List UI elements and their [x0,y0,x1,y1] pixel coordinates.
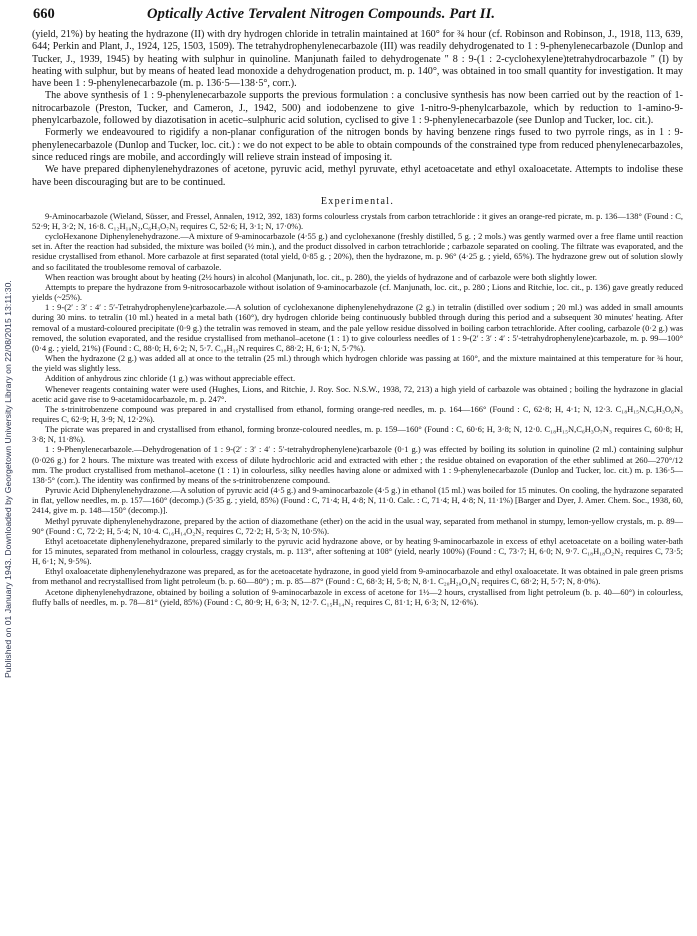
paragraph: 9-Aminocarbazole (Wieland, Süsser, and Fressel, Annalen, 1912, 392, 183) forms colourless crystals from carbon tetrachloride : it gives an orange-red picrate, m. p. 136—138° (Found : C, 52·9; H, 3·2; N, 16·8. C₁₂H₁₀N₂,C₆H₃O₇N₃ requires C, 52·6; H, 3·1; N, 17·0%). [32,210,683,232]
paragraph: We have prepared diphenylenehydrazones of acetone, pyruvic acid, methyl pyruvate, ethyl acetoacetate and ethyl oxaloacetate. Attempts to indolise these have been discouraging but are to be continued. [32,164,683,188]
paragraph: Ethyl oxaloacetate diphenylenehydrazone was prepared, as for the acetoacetate hydrazone, in good yield from 9-aminocarbazole and ethyl oxaloacetate. It was obtained in pale green prisms from methanol and recrystallised from light petroleum (b. p. 60—80°) ; m. p. 85—87° (Found : C, 68·3; H, 5·8; N, 8·1. C₂₀H₂₀O₄N₂ requires C, 68·2; H, 5·7; N, 8·0%). [32,566,683,587]
paragraph: 1 : 9-Phenylenecarbazole.—Dehydrogenation of 1 : 9-(2′ : 3′ : 4′ : 5′-tetrahydrophenylene)carbazole (0·1 g.) was effected by boiling its solution in quinoline (2 ml.) containing sulphur (0·026 g.) for 2 hours. The mixture was treated with excess of dilute hydrochloric acid and extracted with ether ; the residue obtained on evaporation of the ether sublimed at 260—270°/12 mm. The product crystallised from methanol–acetone (1 : 1) in colourless, silky needles having alone or admixed with 1 : 9-phenylenecarbazole (Dunlop and Tucker, loc. cit.) m. p. 136·5—138·5° (corr.). The identity was confirmed by means of the s-trinitrobenzene compound. [32,444,683,485]
paragraph: The picrate was prepared in and crystallised from ethanol, forming bronze-coloured needles, m. p. 159—160° (Found : C, 60·6; H, 3·8; N, 12·0. C₁₈H₁₅N,C₆H₃O₇N₃ requires C, 60·8; H, 3·8; N, 11·8%). [32,424,683,445]
paragraph: Attempts to prepare the hydrazone from 9-nitrosocarbazole without isolation of 9-aminocarbazole (cf. Manjunath, loc. cit., p. 280 ; Lions and Ritchie, loc. cit., p. 136) gave greatly reduced yields (~25%). [32,281,683,303]
paragraph: Acetone diphenylenehydrazone, obtained by boiling a solution of 9-aminocarbazole in excess of acetone for 1½—2 hours, crystallised from light petroleum (b. p. 40—60°) in colourless, fluffy balls of needles, m. p. 78—81° (yield, 85%) (Found : C, 80·9; H, 6·3; N, 12·7. C₁₅H₁₄N₂ requires C, 81·1; H, 6·3; N, 12·6%). [32,586,683,607]
paragraph: Pyruvic Acid Diphenylenehydrazone.—A solution of pyruvic acid (4·5 g.) and 9-aminocarbazole (4·5 g.) in ethanol (15 ml.) was boiled for 15 minutes. On cooling, the hydrazone separated in flat, yellow needles, m. p. 157—160° (decomp.) (5·35 g. ; yield, 85%) (Found : C, 71·4; H, 4·8; N, 11·0. Calc. : C, 71·4; H, 4·8; N, 11·1%) [Barger and Dyer, J. Amer. Chem. Soc., 1938, 60, 2414, give m. p. 148—150° (decomp.)]. [32,485,683,516]
paragraph: cycloHexanone Diphenylenehydrazone.—A mixture of 9-aminocarbazole (4·55 g.) and cyclohexanone (freshly distilled, 5 g. ; 2 mols.) was gently warmed over a free flame until reaction set in. After the reaction had subsided, the mixture was boiled (½ min.), and the product dissolved in carbon tetrachloride ; carbazole separated on cooling. The filtrate was evaporated, and the residue crystallised from ethanol. More carbazole at first separated (total yield, 0·85 g. ; 20%), then the hydrazone, m. p. 96° (4·25 g. ; yield, 65%). The hydrazone grew out of solution slowly and so facilitated the troublesome removal of carbazole. [32,231,683,272]
download-watermark: Published on 01 January 1943. Downloaded by Georgetown University Library on 22/08/2015 13:11:30. [3,280,13,678]
paragraph: Formerly we endeavoured to rigidify a non-planar configuration of the nitrogen bonds by having benzene rings fused to two pyrrole rings, as in 1 : 9-phenylenecarbazole (Dunlop and Tucker, loc. cit.) : we do not expect to be able to obtain compounds of the constrained type from reduced phenylenecarbazoles, since reduced rings are mobile, and accordingly will relieve strain instead of imposing it. [32,127,683,163]
paragraph: Methyl pyruvate diphenylenehydrazone, prepared by the action of diazomethane (ether) on the acid in the usual way, separated from methanol in stumpy, lemon-yellow crystals, m. p. 89—90° (Found : C, 72·2; H, 5·4; N, 10·4. C₁₆H₁₄O₂N₂ requires C, 72·2; H, 5·3; N, 10·5%). [32,515,683,536]
paragraph: When the hydrazone (2 g.) was added all at once to the tetralin (25 ml.) through which hydrogen chloride was passing at 160°, and the mixture maintained at this temperature for ¾ hour, the yield was slightly less. [32,353,683,374]
section-heading: Experimental. [320,195,395,207]
paragraph: The above synthesis of 1 : 9-phenylenecarbazole supports the previous formulation : a conclusive synthesis has now been carried out by the reaction of 1-nitrocarbazole (Preston, Tucker, and Cameron, J., 1942, 500) and iodobenzene to give 1-nitro-9-phenylcarbazole, which by reduction to 1-amino-9-phenylcarbazole, followed by diazotisation in acetic–sulphuric acid solution, cyclised to give 1 : 9-phenylenecarbazole (see Dunlop and Tucker, loc. cit.). [32,90,683,127]
paragraph: (yield, 21%) by heating the hydrazone (II) with dry hydrogen chloride in tetralin maintained at 160° for ¾ hour (cf. Robinson and Robinson, J., 1918, 113, 639, 644; Perkin and Plant, J., 1924, 125, 1503, 1509). The tetrahydrophenylenecarbazole (III) was readily dehydrogenated to 1 : 9-phenylenecarbazole (Dunlop and Tucker, J., 1939, 1945) by heating with sulphur in quinoline. Manjunath failed to dehydrogenate " 8 : 9-(1 : 2-cyclohexylene)tetrahydrocarbazole " (I) by heating with sulphur, but by means of heated lead monoxide a dehydrogenation product, m. p. 140°, was obtained in too small quantity for investigation. It may have been 1 : 9-phenylenecarbazole (m. p. 136·5—138·5°, corr.). [32,29,683,90]
paragraph: Ethyl acetoacetate diphenylenehydrazone, prepared similarly to the pyruvic acid hydrazone above, or by heating 9-aminocarbazole in excess of ethyl acetoacetate on a boiling water-bath for 15 minutes, separated from methanol in colourless, craggy crystals, m. p. 113°, after softening at 108° (yield, nearly 100%) (Found : C, 73·7; H, 6·0; N, 9·7. C₁₈H₁₈O₂N₂ requires C, 73·5; H, 6·1; N, 9·5%). [32,535,683,567]
page-number: 660 [33,6,55,22]
running-title: Optically Active Tervalent Nitrogen Compounds. Part II. [147,6,496,22]
article-body [32,29,683,607]
paragraph: The s-trinitrobenzene compound was prepared in and crystallised from ethanol, forming orange-red needles, m. p. 164—166° (Found : C, 62·8; H, 4·1; N, 12·3. C₁₈H₁₅N,C₆H₃O₆N₃ requires C, 62·9; H, 3·9; N, 12·2%). [32,403,683,424]
page-header [32,6,682,28]
paragraph: When reaction was brought about by heating (2½ hours) in alcohol (Manjunath, loc. cit., p. 280), the yields of hydrazone and of carbazole were both slightly lower. [45,271,598,282]
paragraph: 1 : 9-(2′ : 3′ : 4′ : 5′-Tetrahydrophenylene)carbazole.—A solution of cyclohexanone diphenylenehydrazone (2 g.) in tetralin (distilled over sodium ; 20 ml.) was added in small amounts during 30 mins. to tetralin (10 ml.) heated in a metal bath (160°), dry hydrogen chloride being continuously bubbled through during this period and a subsequent 30 minutes' heating. After removal of a mustard-coloured precipitate (0·9 g.) the tetralin was removed in steam, and the pale yellow residue dissolved in boiling carbon tetrachloride. After cooling, carbazole (0·2 g.) was removed, the solution evaporated, and the residue crystallised from methanol–acetone (1 : 1) to give colourless needles of 1 : 9-(2′ : 3′ : 4′ : 5′-tetrahydrophenylene)carbazole, m. p. 99—100° (0·4 g. ; yield, 21%) (Found : C, 88·0; H, 6·2; N, 5·7. C₁₈H₁₅N requires C, 88·2; H, 6·1; N, 5·7%). [32,302,683,353]
paragraph: Whenever reagents containing water were used (Hughes, Lions, and Ritchie, J. Roy. Soc. N.S.W., 1938, 72, 213) a high yield of carbazole was obtained ; boiling the hydrazone in glacial acetic acid gave rise to 9-acetamidocarbazole, m. p. 247°. [32,383,683,404]
paragraph: Addition of anhydrous zinc chloride (1 g.) was without appreciable effect. [45,373,296,384]
